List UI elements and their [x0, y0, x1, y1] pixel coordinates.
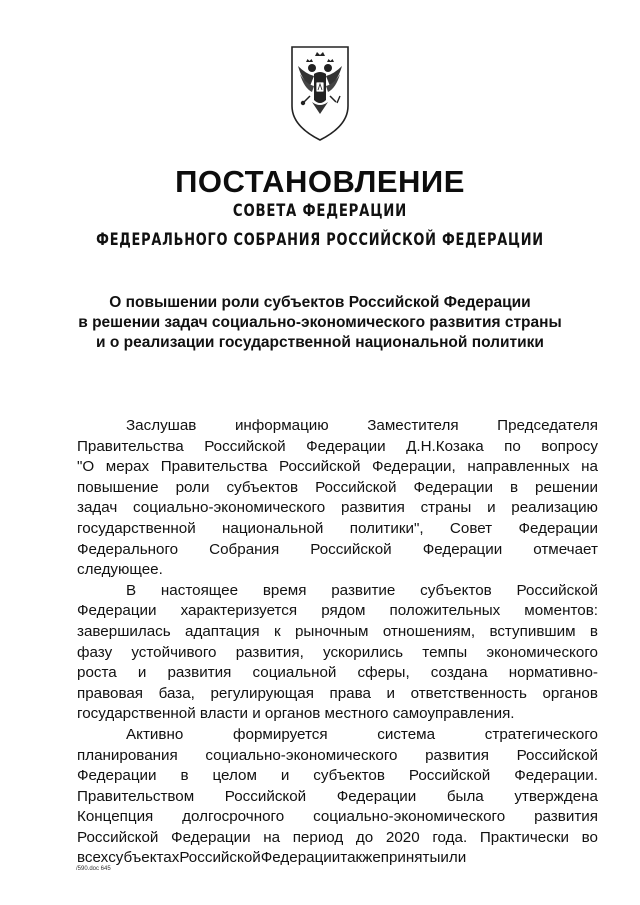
- word: Федерации.: [514, 767, 598, 785]
- word: система: [377, 725, 436, 743]
- word: на: [581, 458, 598, 476]
- text-line: [77, 787, 598, 808]
- word: реализацию: [511, 499, 598, 517]
- word: повышение: [77, 478, 159, 496]
- word: целом: [212, 767, 257, 785]
- word: субъектов: [313, 767, 385, 785]
- word: Совет: [449, 519, 493, 537]
- text-line: [77, 807, 598, 828]
- word: Федерации: [422, 540, 503, 558]
- word: роста: [77, 664, 117, 682]
- word: Федерации: [306, 437, 386, 455]
- word: адаптация: [185, 622, 260, 640]
- text-line: [77, 622, 598, 643]
- word: развития: [534, 808, 598, 826]
- word: темпы: [422, 643, 468, 661]
- word: сферы,: [357, 664, 410, 682]
- word: период: [292, 828, 344, 846]
- word: развития: [167, 664, 232, 682]
- word: рядом: [321, 602, 366, 620]
- word: рыночным: [294, 622, 369, 640]
- word: положительных: [389, 602, 501, 620]
- word: характеризуется: [180, 602, 298, 620]
- word: ответственность: [410, 684, 527, 702]
- word: социально-экономического: [205, 746, 398, 764]
- word: мерах: [105, 458, 150, 476]
- word: устойчивого: [131, 643, 217, 661]
- word: и: [487, 499, 496, 517]
- word: направленных: [467, 458, 570, 476]
- word: Федерации: [413, 478, 493, 496]
- text-line: [77, 498, 598, 519]
- word: Правительства: [77, 437, 184, 455]
- word: социальной: [252, 664, 337, 682]
- word: Российской: [408, 767, 491, 785]
- word: 2020: [385, 828, 420, 846]
- word: Заслушав: [126, 417, 197, 434]
- word: или: [440, 849, 467, 867]
- word: завершилась: [77, 622, 171, 640]
- word: долгосрочного: [182, 808, 285, 826]
- word: приняты: [380, 849, 441, 867]
- word: развитие: [331, 581, 396, 599]
- word: социально-экономического: [133, 499, 326, 517]
- word: права: [329, 684, 371, 702]
- word: субъектов: [226, 478, 299, 496]
- word: Российской: [179, 849, 261, 867]
- word: политики",: [349, 519, 424, 537]
- document-title: ПОСТАНОВЛЕНИЕ: [175, 164, 465, 199]
- word: время: [262, 581, 307, 599]
- word: Федерации: [518, 519, 598, 537]
- word: во: [581, 828, 598, 846]
- word: Правительства: [160, 458, 268, 476]
- word: "О: [77, 458, 95, 476]
- footer-doc-code: /590.doc 645: [76, 866, 111, 872]
- issuer-line-1: СОВЕТА ФЕДЕРАЦИИ: [232, 201, 408, 221]
- word: развития: [425, 746, 489, 764]
- text-line: [77, 746, 598, 767]
- word: социально-экономического: [313, 808, 506, 826]
- word: Председателя: [497, 417, 598, 434]
- word: создана: [430, 664, 488, 682]
- word: субъектов: [420, 581, 492, 599]
- word: отношениям,: [382, 622, 476, 640]
- word: и: [137, 664, 147, 682]
- word: страны: [420, 499, 472, 517]
- word: фазу: [77, 643, 113, 661]
- word: правовая: [77, 684, 144, 702]
- word: также: [340, 849, 381, 867]
- word: органов: [542, 684, 598, 702]
- heading-line: и о реализации государственной национальной политики: [96, 334, 544, 351]
- text-line: [77, 704, 598, 725]
- text-line: [77, 601, 598, 622]
- word: была: [446, 787, 484, 805]
- word: до: [355, 828, 374, 846]
- word: Российской: [315, 478, 397, 496]
- text-line: [77, 643, 598, 664]
- word: Заместителя: [367, 417, 459, 434]
- text-line: [77, 766, 598, 787]
- word: формируется: [233, 725, 328, 743]
- word: развития: [340, 499, 405, 517]
- word: и: [386, 684, 396, 702]
- word: стратегического: [484, 725, 598, 743]
- word: развития,: [235, 643, 304, 661]
- text-line: [77, 848, 598, 869]
- word: Концепция: [77, 808, 154, 826]
- text-line: [77, 725, 598, 746]
- word: Федерации: [77, 602, 157, 620]
- word: задач: [77, 499, 118, 517]
- word: решении: [535, 478, 598, 496]
- word: Д.Н.Козака: [406, 437, 484, 455]
- word: Российской: [77, 828, 159, 846]
- word: к: [273, 622, 281, 640]
- word: информацию: [234, 417, 329, 434]
- word: национальной: [222, 519, 324, 537]
- word: регулирующая: [210, 684, 314, 702]
- word: Российской: [310, 540, 392, 558]
- heading-line: в решении задач социально-экономического развития страны: [78, 314, 562, 331]
- document-heading: [60, 293, 580, 353]
- word: в: [589, 622, 598, 640]
- word: в: [509, 478, 519, 496]
- word: Российской: [516, 581, 598, 599]
- word: роли: [175, 478, 210, 496]
- word: нормативно-: [508, 664, 598, 682]
- issuer-line-2: ФЕДЕРАЛЬНОГО СОБРАНИЯ РОССИЙСКОЙ ФЕДЕРАЦИИ: [96, 230, 544, 250]
- text-line: [77, 684, 598, 705]
- heading-line: О повышении роли субъектов Российской Федерации: [109, 294, 531, 311]
- word: Федерации: [77, 767, 157, 785]
- word: государственной власти и органов местного самоуправления.: [77, 705, 515, 723]
- word: Федерации: [260, 849, 341, 867]
- word: Федерации: [336, 787, 417, 805]
- text-line: [77, 663, 598, 684]
- word: субъектах: [108, 849, 180, 867]
- text-line: [77, 519, 598, 540]
- text-line: [77, 828, 598, 849]
- text-line: [77, 540, 598, 561]
- word: Правительством: [77, 787, 195, 805]
- word: Федерации: [171, 828, 251, 846]
- text-line: [77, 560, 598, 581]
- word: Российской: [279, 458, 361, 476]
- text-line: [77, 581, 598, 602]
- word: в: [180, 767, 189, 785]
- word: Федерального: [77, 540, 179, 558]
- word: и: [280, 767, 290, 785]
- word: Российской: [224, 787, 307, 805]
- word: всех: [77, 849, 109, 867]
- word: Российской: [516, 746, 598, 764]
- text-line: [77, 416, 598, 437]
- word: вступившим: [489, 622, 576, 640]
- word: моментов:: [524, 602, 598, 620]
- word: планирования: [77, 746, 178, 764]
- word: утверждена: [514, 787, 598, 805]
- word: Активно: [126, 725, 184, 743]
- document-body: [77, 416, 598, 869]
- word: на: [263, 828, 281, 846]
- word: Федерации,: [372, 458, 456, 476]
- text-line: [77, 478, 598, 499]
- word: по: [504, 437, 521, 455]
- word: Российской: [204, 437, 286, 455]
- word: государственной: [77, 519, 196, 537]
- text-line: [77, 457, 598, 478]
- word: Практически: [479, 828, 569, 846]
- word: года.: [432, 828, 468, 846]
- word: база,: [158, 684, 195, 702]
- word: следующее.: [77, 561, 163, 579]
- word: Собрания: [209, 540, 280, 558]
- word: экономического: [486, 643, 598, 661]
- word: настоящее: [160, 581, 239, 599]
- word: В: [126, 581, 137, 599]
- word: ускорились: [323, 643, 404, 661]
- word: отмечает: [533, 540, 598, 558]
- text-line: [77, 437, 598, 458]
- word: вопросу: [541, 437, 598, 455]
- double-headed-eagle-icon: [288, 44, 352, 144]
